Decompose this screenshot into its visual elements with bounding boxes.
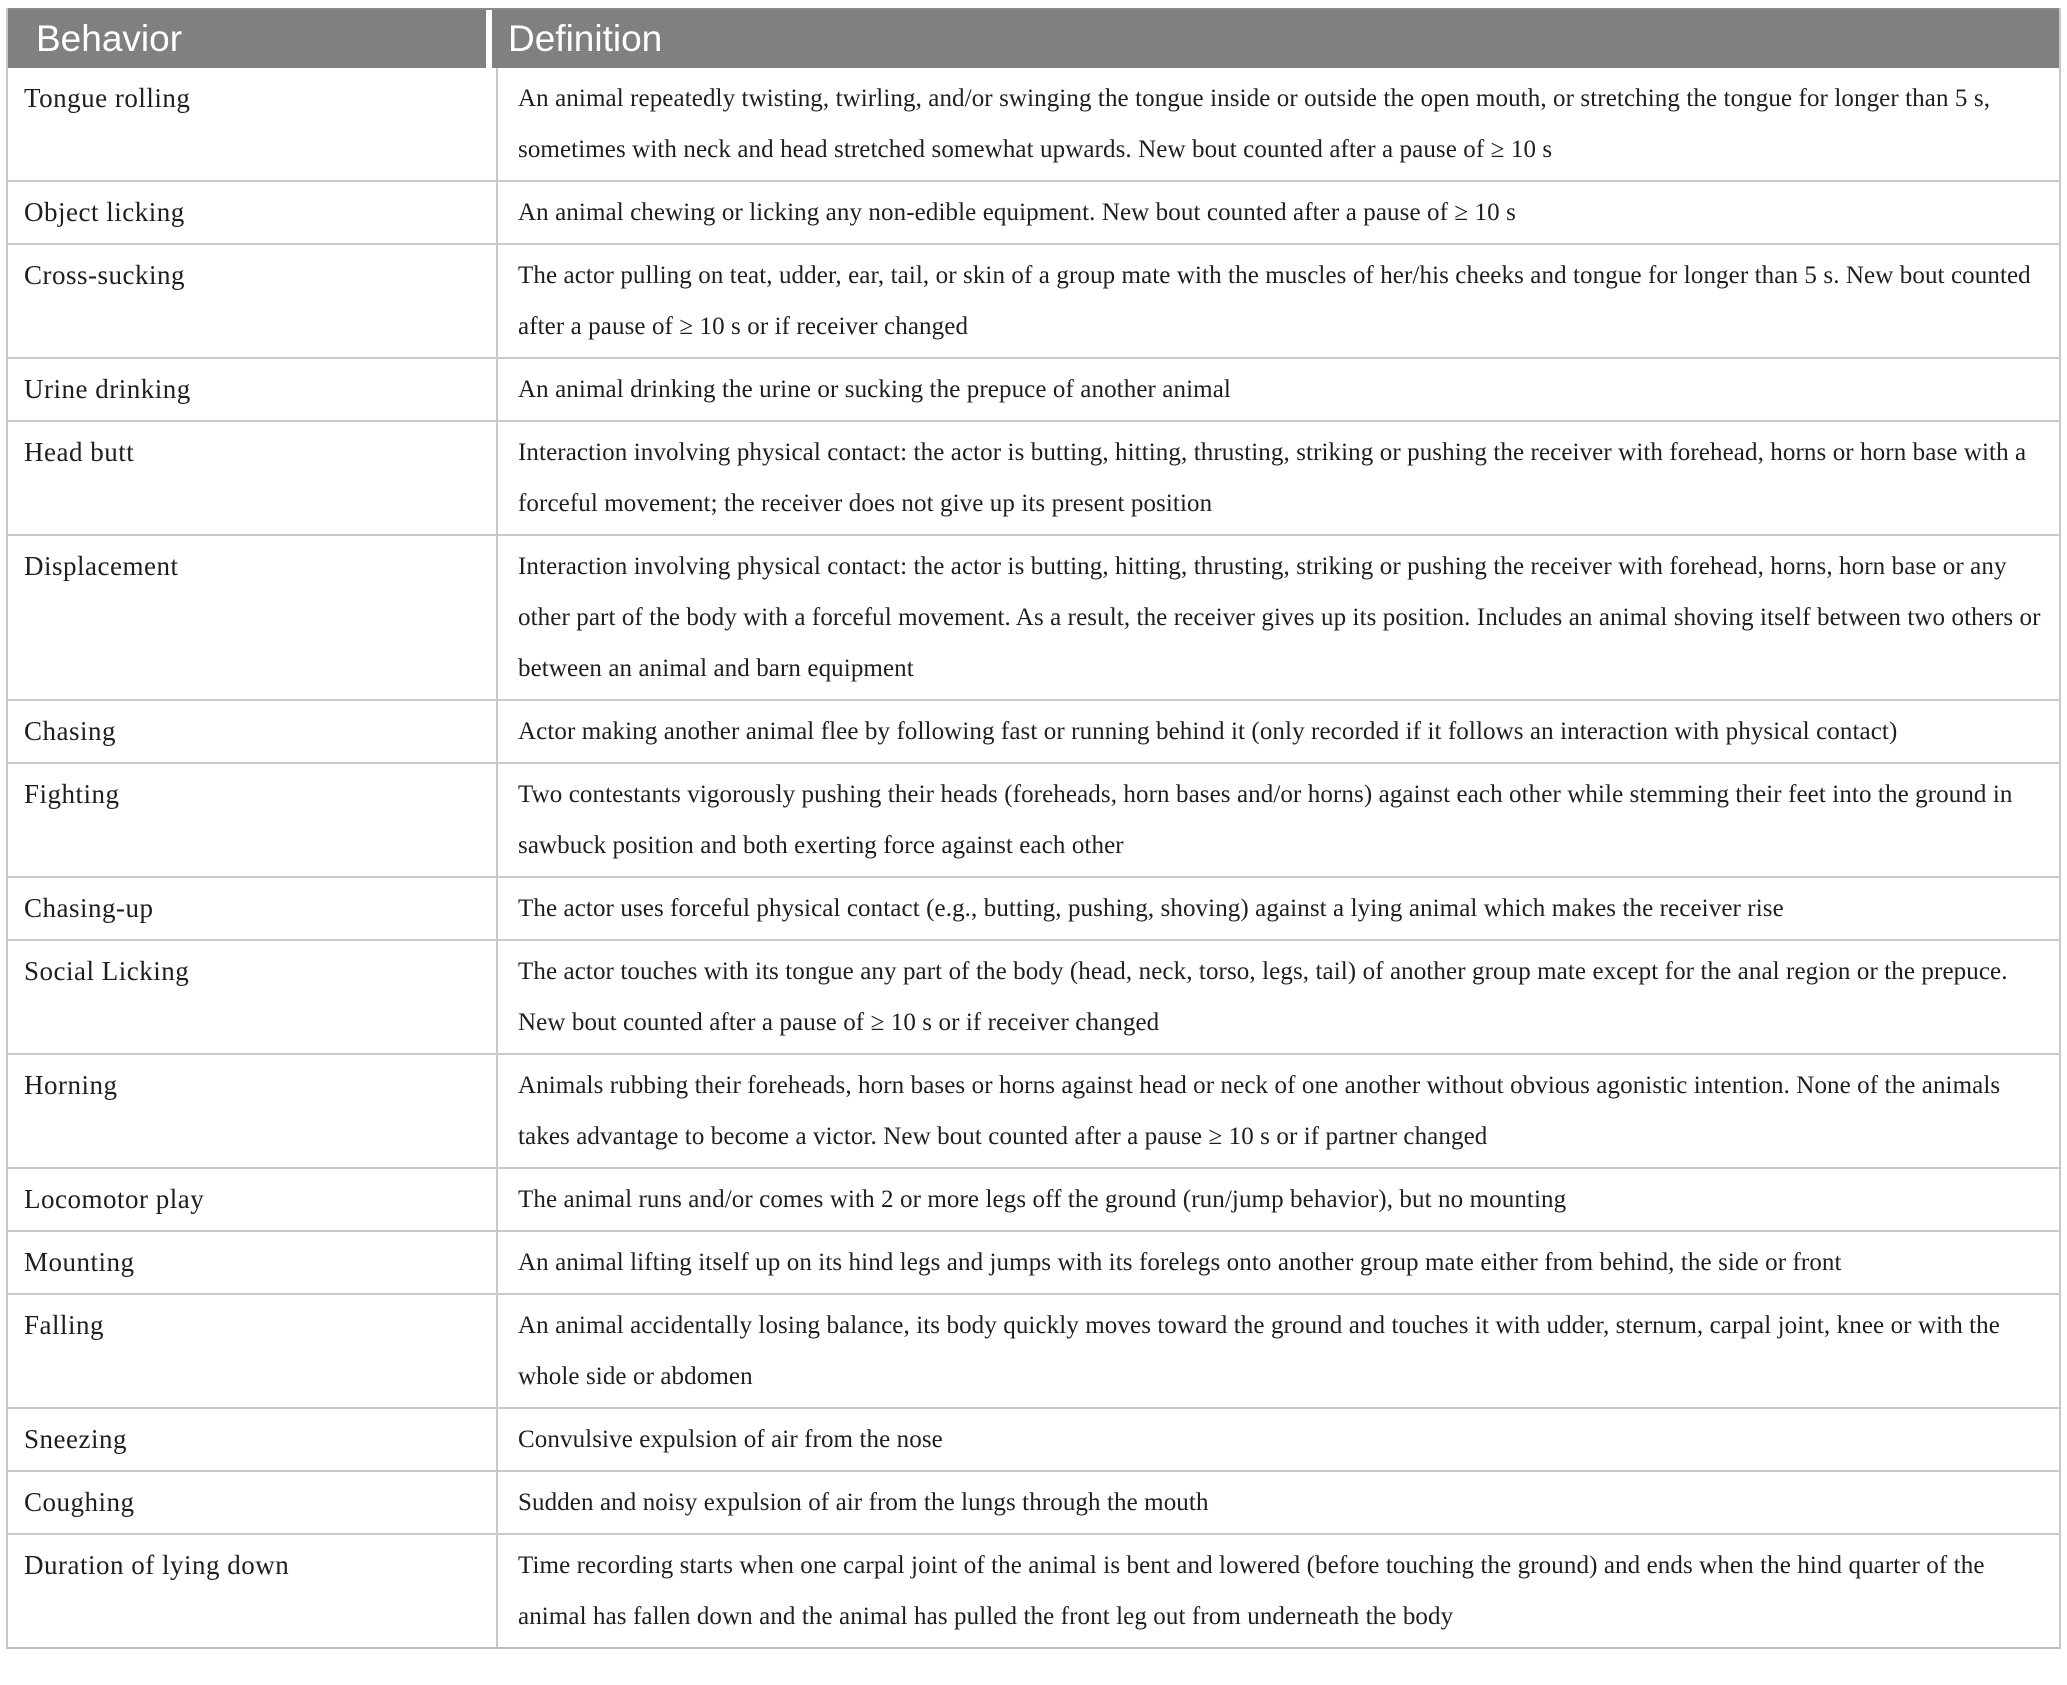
definition-cell: The animal runs and/or comes with 2 or more legs off the ground (run/jump behavior), but no mounting — [518, 1186, 1567, 1213]
column-header-behavior: Behavior — [8, 10, 492, 68]
column-header-definition: Definition — [508, 18, 663, 59]
definition-cell: Interaction involving physical contact: the actor is butting, hitting, thrusting, striking or pushing the receiver with forehead, horns or horn base with a forceful movement; the receiver does not give up its present position — [518, 439, 2027, 517]
table-row — [8, 357, 2059, 420]
table-row — [8, 699, 2059, 762]
table-row — [8, 534, 2059, 699]
behavior-cell: Object licking — [8, 182, 498, 243]
behavior-cell: Head butt — [8, 422, 498, 534]
table-header-row — [8, 8, 2059, 68]
definition-cell: Interaction involving physical contact: the actor is butting, hitting, thrusting, striking or pushing the receiver with forehead, horns, horn base or any other part of the body with a forceful movement. As a result, the receiver gives up its position. Includes an animal shoving itself between two others or between an animal and barn equipment — [518, 553, 2041, 682]
definition-cell: The actor touches with its tongue any part of the body (head, neck, torso, legs, tail) of another group mate except for the anal region or the prepuce. New bout counted after a pause of ≥ 10 s or if receiver changed — [518, 958, 2008, 1036]
definition-cell: Time recording starts when one carpal joint of the animal is bent and lowered (before touching the ground) and ends when the hind quarter of the animal has fallen down and the animal has pulled the front leg out from underneath the body — [518, 1552, 1985, 1630]
behavior-cell: Displacement — [8, 536, 498, 699]
behavior-cell: Tongue rolling — [8, 68, 498, 180]
definition-cell: An animal drinking the urine or sucking the prepuce of another animal — [518, 376, 1231, 403]
table-row — [8, 1533, 2059, 1647]
behavior-cell: Urine drinking — [8, 359, 498, 420]
behavior-cell: Cross-sucking — [8, 245, 498, 357]
behavior-cell: Coughing — [8, 1472, 498, 1533]
behavior-cell: Chasing-up — [8, 878, 498, 939]
definition-cell: Convulsive expulsion of air from the nose — [518, 1426, 943, 1453]
definition-cell: Sudden and noisy expulsion of air from the lungs through the mouth — [518, 1489, 1209, 1516]
table-row — [8, 68, 2059, 180]
definition-cell: The actor pulling on teat, udder, ear, tail, or skin of a group mate with the muscles of her/his cheeks and tongue for longer than 5 s. New bout counted after a pause of ≥ 10 s or if receiver changed — [518, 262, 2031, 340]
table-row — [8, 1470, 2059, 1533]
behavior-cell: Falling — [8, 1295, 498, 1407]
table-row — [8, 1167, 2059, 1230]
table-row — [8, 1053, 2059, 1167]
ethogram-table — [6, 8, 2061, 1649]
behavior-cell: Horning — [8, 1055, 498, 1167]
table-row — [8, 420, 2059, 534]
definition-cell: An animal lifting itself up on its hind legs and jumps with its forelegs onto another group mate either from behind, the side or front — [518, 1249, 1842, 1276]
behavior-cell: Sneezing — [8, 1409, 498, 1470]
definition-cell: An animal repeatedly twisting, twirling, and/or swinging the tongue inside or outside the open mouth, or stretching the tongue for longer than 5 s, sometimes with neck and head stretched somewhat upwards. New bout counted after a pause of ≥ 10 s — [518, 85, 1991, 163]
definition-cell: An animal accidentally losing balance, its body quickly moves toward the ground and touches it with udder, sternum, carpal joint, knee or with the whole side or abdomen — [518, 1312, 2000, 1390]
definition-cell: Two contestants vigorously pushing their heads (foreheads, horn bases and/or horns) against each other while stemming their feet into the ground in sawbuck position and both exerting force against each other — [518, 781, 2013, 859]
table-row — [8, 876, 2059, 939]
definition-cell: The actor uses forceful physical contact (e.g., butting, pushing, shoving) against a lying animal which makes the receiver rise — [518, 895, 1784, 922]
table-row — [8, 1293, 2059, 1407]
behavior-cell: Chasing — [8, 701, 498, 762]
behavior-cell: Locomotor play — [8, 1169, 498, 1230]
table-body — [8, 68, 2059, 1647]
definition-cell: Actor making another animal flee by following fast or running behind it (only recorded if it follows an interaction with physical contact) — [518, 718, 1898, 745]
behavior-cell: Duration of lying down — [8, 1535, 498, 1647]
table-row — [8, 243, 2059, 357]
behavior-cell: Fighting — [8, 764, 498, 876]
definition-cell: An animal chewing or licking any non-edible equipment. New bout counted after a pause of ≥ 10 s — [518, 199, 1516, 226]
table-row — [8, 1407, 2059, 1470]
behavior-cell: Mounting — [8, 1232, 498, 1293]
table-row — [8, 762, 2059, 876]
behavior-cell: Social Licking — [8, 941, 498, 1053]
definition-cell: Animals rubbing their foreheads, horn bases or horns against head or neck of one another without obvious agonistic intention. None of the animals takes advantage to become a victor. New bout counted after a pause ≥ 10 s or if partner changed — [518, 1072, 2001, 1150]
table-row — [8, 1230, 2059, 1293]
table-row — [8, 180, 2059, 243]
table-row — [8, 939, 2059, 1053]
